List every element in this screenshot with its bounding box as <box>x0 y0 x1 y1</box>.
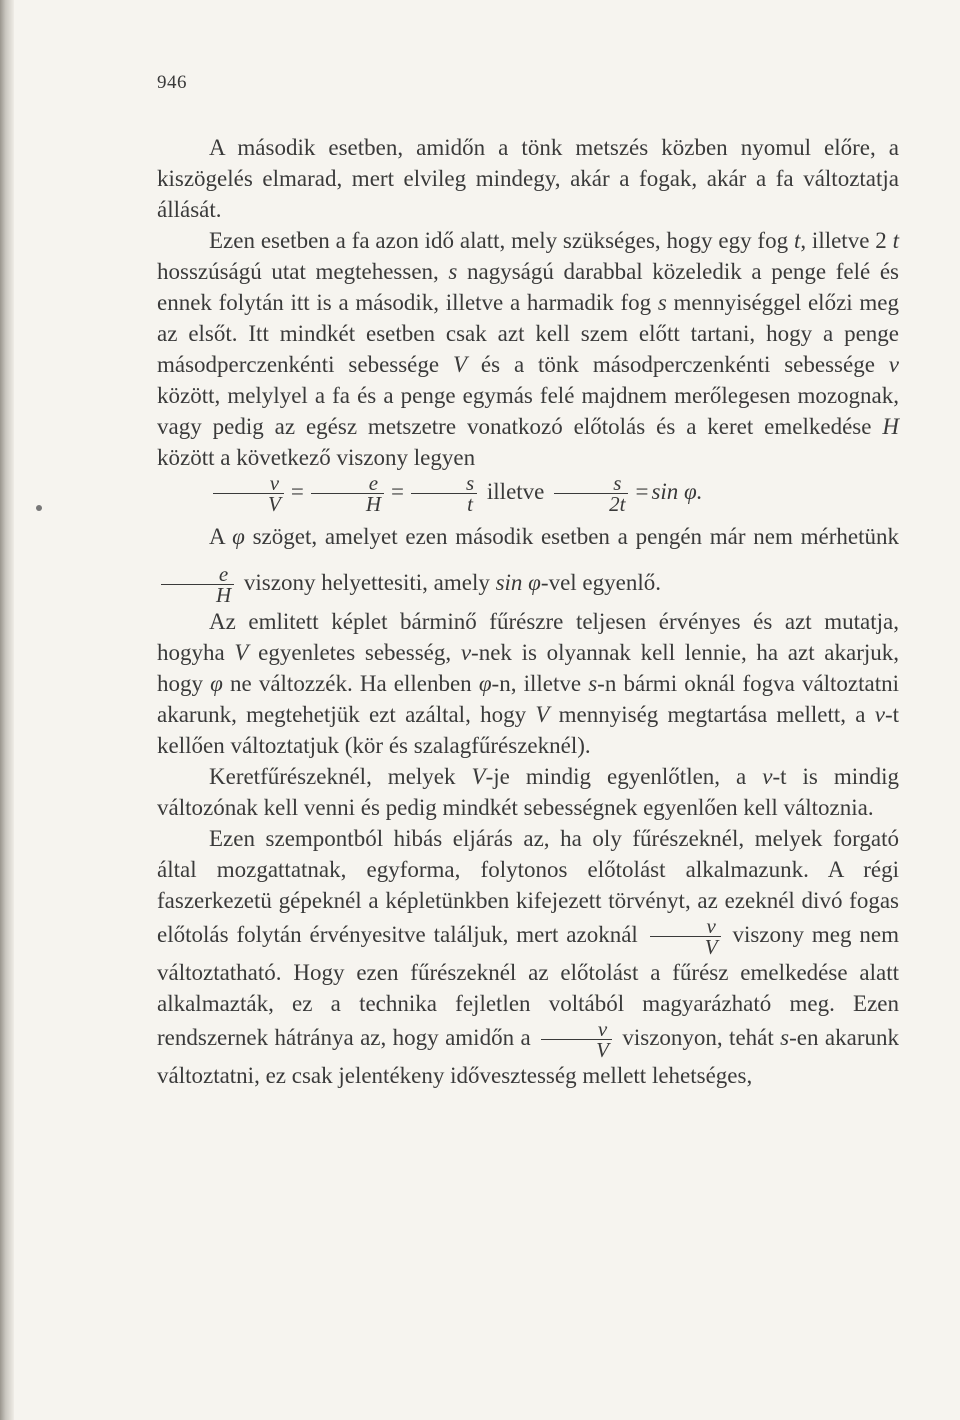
var: s <box>588 671 598 696</box>
text-run: viszony helyettesiti, amely <box>238 570 496 595</box>
text-run: között, melylyel a fa és a penge egymás felé majdnem merőlegesen mozognak, vagy pedig az egész metszetre vonatkozó előtolás és a keret emelkedése <box>157 383 899 439</box>
var: φ <box>478 671 492 696</box>
text-run: -n bármi oknál fogva változtatni akarunk, megtehetjük ezt azáltal, hogy <box>157 671 900 727</box>
var: v <box>762 764 773 789</box>
denominator: V <box>268 492 281 516</box>
fraction <box>541 1019 612 1060</box>
text-run: -vel egyenlő. <box>540 570 661 595</box>
var: φ <box>232 524 245 549</box>
var: sin φ <box>495 570 541 595</box>
var: s <box>657 290 667 315</box>
var: t <box>892 228 899 253</box>
formula-line <box>157 473 899 514</box>
var: v <box>888 352 900 377</box>
formula-connector: illetve <box>486 478 545 504</box>
var: V <box>234 640 249 665</box>
numerator: e <box>161 564 234 585</box>
var: t <box>793 228 801 253</box>
denominator: V <box>704 935 718 959</box>
numerator: s <box>554 473 628 494</box>
var: v <box>874 702 885 727</box>
text-run: között a következő viszony legyen <box>157 445 476 470</box>
text-run: A <box>209 524 233 549</box>
var: V <box>471 764 486 789</box>
numerator: v <box>650 916 721 937</box>
page-number: 946 <box>157 72 187 93</box>
text-run: viszony meg nem változtatható. Hogy ezen fűrészeknél az előtolást a fűrész emelkedése alatt alkalmazták, ez a technika fejletlen voltából magyarázható meg. Ezen rendszernek hátránya az, hogy amidőn a <box>157 921 899 1050</box>
denominator: t <box>467 492 473 516</box>
paragraph-4 <box>157 606 899 761</box>
denominator: V <box>596 1038 609 1062</box>
text-run: mennyiséggel előzi meg az elsőt. Itt mindkét esetben csak azt kell szem előtt tartani, hogy a penge másodperczenkénti sebessége <box>157 290 899 377</box>
var: s <box>780 1024 790 1050</box>
fraction <box>411 473 477 514</box>
body-text <box>157 132 899 1091</box>
fraction <box>161 562 234 608</box>
paragraph-6 <box>157 823 899 1091</box>
numerator: v <box>541 1019 612 1040</box>
text-run: egyenletes sebesség, <box>248 640 461 665</box>
numerator: s <box>411 473 477 494</box>
var: V <box>452 352 468 377</box>
text-run: Keretfűrészeknél, melyek <box>209 764 472 789</box>
text-run: és a tönk másodperczenkénti sebessége <box>467 352 889 377</box>
text-run: hosszúságú utat megtehessen, <box>157 259 449 284</box>
equals-sign: = <box>390 478 404 504</box>
var: v <box>460 640 472 665</box>
denominator: H <box>365 492 381 516</box>
fraction <box>311 473 384 514</box>
text-run: -t kellően változtatjuk (kör és szalagfűrészeknél). <box>157 702 900 758</box>
denominator: 2t <box>609 492 626 516</box>
text-run: -je mindig egyenlőtlen, a <box>485 764 763 789</box>
text-run: ne változzék. Ha ellenben <box>222 671 479 696</box>
text-run: -en akarunk változtatni, ez csak jelentékeny idővesztesség mellett lehetséges, <box>157 1024 899 1088</box>
numerator: e <box>311 473 384 494</box>
var: H <box>882 414 899 439</box>
paragraph-2 <box>157 225 899 473</box>
paragraph-3 <box>157 514 899 606</box>
margin-mark <box>36 505 42 511</box>
numerator: v <box>213 473 284 494</box>
var: V <box>535 702 550 727</box>
text-run: nagyságú darabbal közeledik a penge felé és ennek folytán itt is a második, illetve a harmadik fog <box>157 259 899 315</box>
var: φ <box>210 671 223 696</box>
var: s <box>448 259 458 284</box>
equals-sign: = <box>290 478 304 504</box>
text-run: viszonyon, tehát <box>615 1024 781 1050</box>
fraction <box>650 916 721 957</box>
text-run: Ezen esetben a fa azon idő alatt, mely szükséges, hogy egy fog <box>209 228 794 253</box>
denominator: H <box>216 583 232 608</box>
text-run: -t is mindig változónak kell venni és pedig mindkét sebességnek egyenlően kell változnia. <box>157 764 899 820</box>
paragraph-5 <box>157 761 899 823</box>
formula-rhs: sin φ. <box>651 478 703 504</box>
text-run: Az emlitett képlet bárminő fűrészre teljesen érvényes és azt mutatja, hogyha <box>157 609 899 665</box>
text-run: -n, illetve <box>491 671 589 696</box>
text-run: mennyiség megtartása mellett, a <box>549 702 875 727</box>
text-run: szöget, amelyet ezen második esetben a pengén már nem mérhetünk <box>244 524 899 549</box>
fraction <box>554 473 628 514</box>
text-run: -nek is olyannak kell lennie, ha azt akarjuk, hogy <box>157 640 899 696</box>
paragraph-1: A második esetben, amidőn a tönk metszés közben nyomul előre, a kiszögelés elmarad, mert elvileg mindegy, akár a fogak, akár a fa változtatja állását. <box>157 135 899 222</box>
equals-sign: = <box>635 478 649 504</box>
text-run: Ezen szempontból hibás eljárás az, ha oly fűrészeknél, melyek forgató által mozgattatnak, egyforma, folytonos előtolást alkalmazunk. A régi faszerkezetü gépeknél a képletünkben kifejezett törvényt, az ezeknél divó fogas előtolás folytán érvényesitve találjuk, mert azoknál <box>157 826 899 947</box>
text-run: , illetve 2 <box>800 228 893 253</box>
page-binding-edge <box>0 0 14 1420</box>
fraction <box>213 473 284 514</box>
